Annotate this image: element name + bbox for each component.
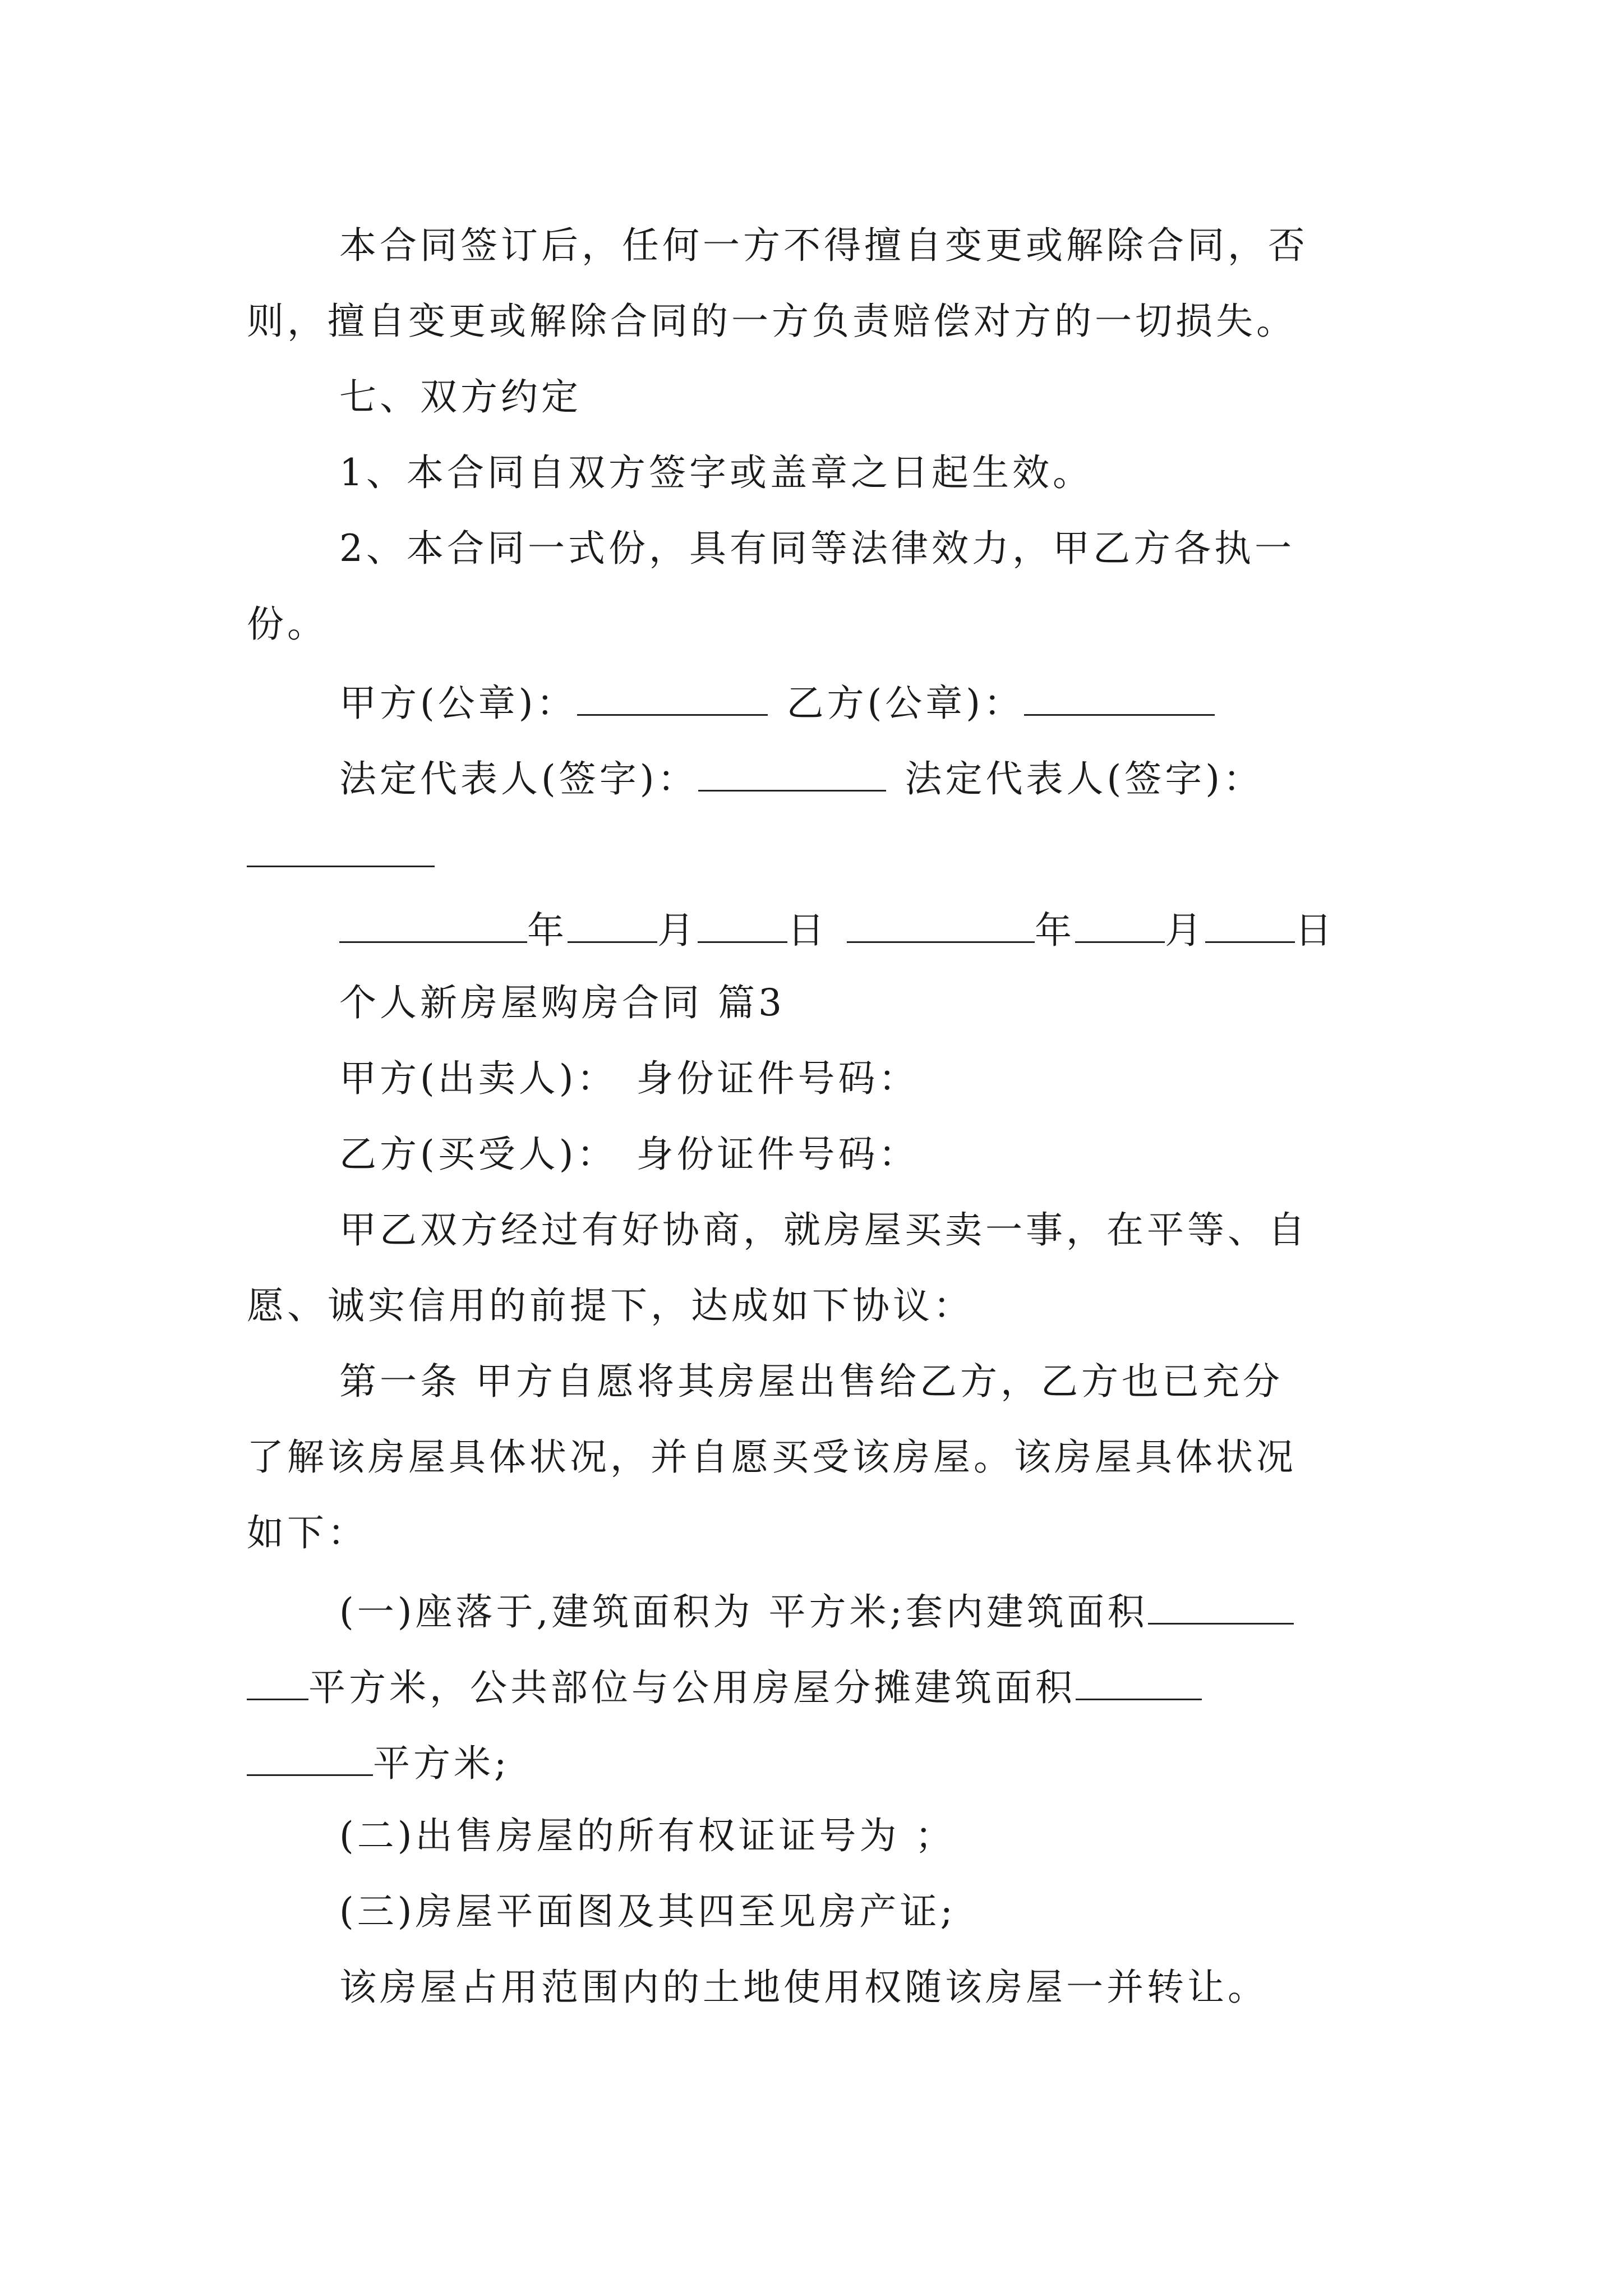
month-blank [568,909,657,943]
clause-line: (三)房屋平面图及其四至见房产证; [339,1890,956,1933]
party-b-seal-blank [1024,682,1215,716]
paragraph-line: 愿、诚实信用的前提下，达成如下协议： [247,1284,974,1327]
paragraph-line: 该房屋占用范围内的土地使用权随该房屋一并转让。 [339,1966,1268,2009]
year-blank [847,909,1035,943]
party-a-seal-blank [577,682,768,716]
rep-b-label: 法定代表人(签字)： [905,757,1264,800]
buyer-label: 乙方(买受人)： [339,1133,617,1176]
paragraph-line: 如下： [247,1511,368,1554]
id-label: 身份证件号码： [636,1057,919,1100]
clause-line [247,1666,1202,1709]
year-label: 年 [527,909,568,952]
day-label: 日 [1295,909,1335,952]
party-a-seal-label: 甲方(公章)： [339,682,577,725]
party-b-seal-label: 乙方(公章)： [786,682,1024,725]
date-line [339,909,1335,952]
seller-line [339,1057,919,1100]
paragraph-line: 本合同签订后，任何一方不得擅自变更或解除合同，否 [339,224,1308,267]
paragraph-line: 甲乙双方经过有好协商，就房屋买卖一事，在平等、自 [339,1208,1308,1251]
area-blank [1076,1666,1202,1700]
paragraph-line: 则，擅自变更或解除合同的一方负责赔偿对方的一切损失。 [247,300,1297,343]
rep-a-blank [698,757,886,792]
clause-text: 平方米; [373,1742,510,1785]
signature-rep-line [339,757,1264,798]
area-blank [1148,1590,1294,1625]
article-line: 第一条 甲方自愿将其房屋出售给乙方，乙方也已充分 [339,1360,1283,1403]
day-label: 日 [787,909,828,952]
rep-a-label: 法定代表人(签字)： [339,757,698,800]
id-label: 身份证件号码： [636,1133,919,1176]
rep-b-blank [247,833,435,867]
section-heading: 七、双方约定 [339,375,582,418]
paragraph-line: 份。 [247,602,328,646]
clause-item: 2、本合同一式份，具有同等法律效力，甲乙方各执一 [339,527,1295,570]
month-blank [1075,909,1165,943]
clause-line: (二)出售房屋的所有权证证号为 ； [339,1814,956,1857]
clause-line [339,1590,1294,1634]
paragraph-line: 了解该房屋具体状况，并自愿买受该房屋。该房屋具体状况 [247,1435,1297,1479]
rep-b-blank-line [247,833,435,873]
signature-seal-line [339,682,1215,725]
year-label: 年 [1035,909,1075,952]
year-blank [339,909,527,943]
area-blank [247,1666,308,1700]
clause-text: 平方米，公共部位与公用房屋分摊建筑面积 [308,1666,1076,1709]
month-label: 月 [657,909,698,952]
section-title: 个人新房屋购房合同 篇3 [339,981,785,1024]
area-blank [247,1742,373,1776]
clause-text: (一)座落于,建筑面积为 平方米;套内建筑面积 [339,1590,1148,1634]
clause-item: 1、本合同自双方签字或盖章之日起生效。 [339,451,1093,494]
day-blank [698,909,787,943]
day-blank [1205,909,1295,943]
month-label: 月 [1165,909,1205,952]
buyer-line [339,1133,919,1176]
seller-label: 甲方(出卖人)： [339,1057,617,1100]
clause-line [247,1742,510,1785]
